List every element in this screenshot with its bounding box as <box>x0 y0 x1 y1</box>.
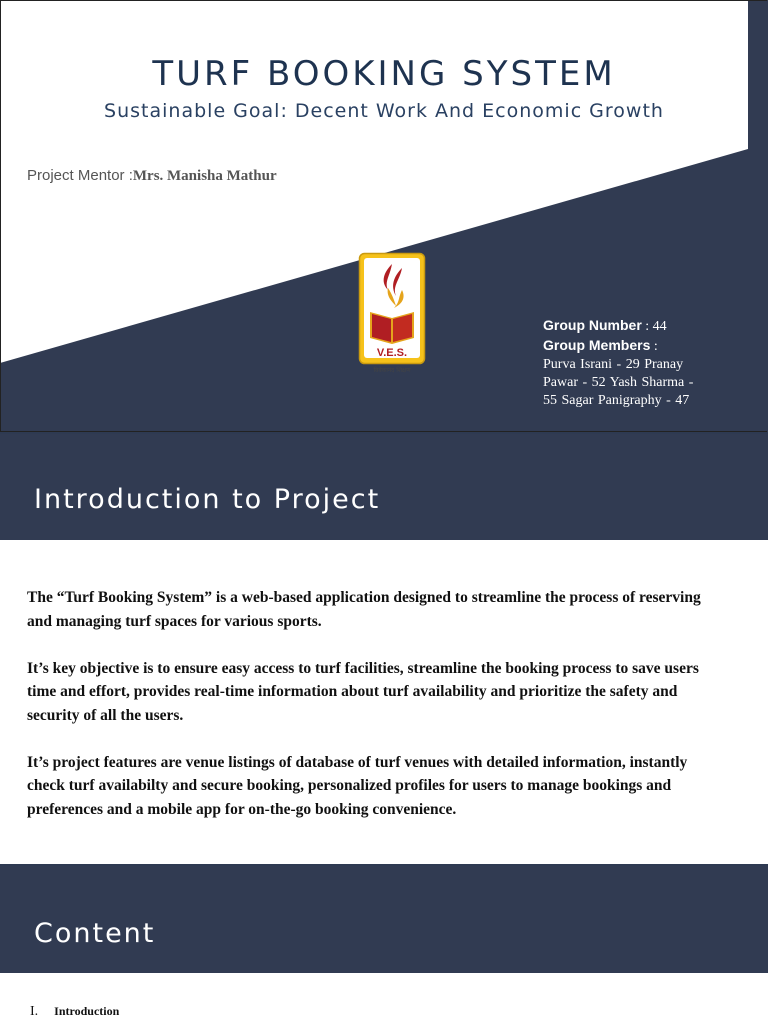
slide-subtitle: Sustainable Goal: Decent Work And Economic Growth <box>104 100 664 122</box>
intro-heading: Introduction to Project <box>34 484 381 515</box>
group-number <box>543 316 743 336</box>
toc-item-number: I. <box>30 1004 39 1019</box>
introduction-slide <box>0 434 768 864</box>
group-members-heading <box>543 336 743 356</box>
logo-caption: विवेकानंद शिक्षण <box>373 367 411 374</box>
intro-paragraph: It’s key objective is to ensure easy access to turf facilities, streamline the booking process to save users time and effort, provides real-time information about turf availability and prioritize the safety and security of all the users. <box>27 659 699 724</box>
project-mentor <box>27 167 277 185</box>
group-members-list: Purva Israni - 29 Pranay Pawar - 52 Yash Sharma - 55 Sagar Panigraphy - 47 <box>543 357 694 408</box>
title-slide <box>0 0 768 432</box>
group-number-value: : 44 <box>641 319 667 334</box>
group-number-label: Group Number <box>543 317 642 333</box>
group-info <box>543 316 743 410</box>
group-members-sep: : <box>650 339 658 354</box>
heading-bar <box>0 866 768 973</box>
ves-logo <box>358 252 426 376</box>
logo-text: V.E.S. <box>376 347 408 359</box>
intro-paragraph: The “Turf Booking System” is a web-based application designed to streamline the process of reserving and managing turf spaces for various sports. <box>27 589 701 630</box>
group-members-label: Group Members <box>543 337 651 353</box>
heading-bar <box>0 434 768 540</box>
slide-title: TURF BOOKING SYSTEM <box>152 54 616 94</box>
intro-body <box>27 586 717 845</box>
mentor-name: Mrs. Manisha Mathur <box>132 168 277 184</box>
content-slide <box>0 866 768 1024</box>
intro-paragraph: It’s project features are venue listings of database of turf venues with detailed information, instantly check turf availabilty and secure booking, personalized profiles for users to manage bookings and preferences and a mobile app for on-the-go booking convenience. <box>27 753 688 818</box>
toc-item-label: Introduction <box>54 1004 120 1018</box>
toc-item <box>30 1004 119 1020</box>
content-heading: Content <box>34 918 156 949</box>
mentor-label: Project Mentor : <box>27 167 133 184</box>
